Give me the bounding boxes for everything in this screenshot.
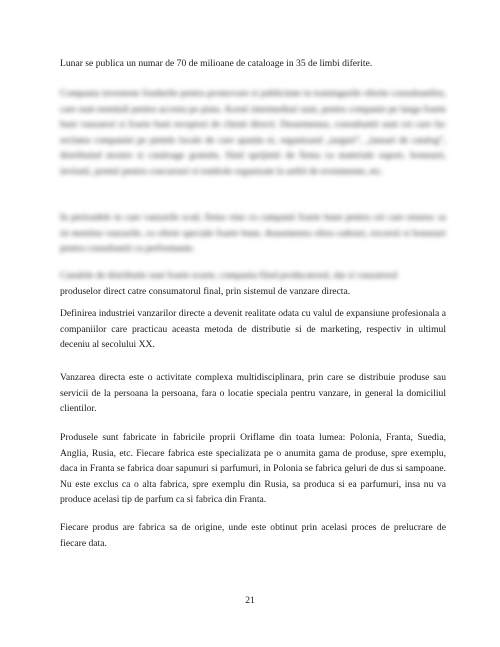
paragraph-origin: Fiecare produs are fabrica sa de origine, unde este obtinut prin acelasi proces de prelucrare de fiecare data. — [60, 522, 446, 549]
paragraph-distribution-tail: produselor direct catre consumatorul final, prin sistemul de vanzare directa. — [60, 286, 351, 297]
blurred-paragraph-promotion: Compania investeste fondurile pentru promovare si publicitate in trainingurile oferite consultantilor, care sunt esentiali pentru accesta pe piata. Acesti intermediari sunt, pentru companie pe langa foarte buni vanzatori si foarte buni receptori de clienti directi. Deasemenea, consultantii sunt cei care fac reclama companiei pe pietele locale de care aparțin ei, organizand „targuri”, „lansari de catalog”, distribuind mostre si cataloage gratuite, fiind sprijiniti de firma cu materiale suport, bonusuri, invitatii, premii pentru concursuri si tombole organizate la astfel de evenimente, etc. — [60, 88, 446, 177]
paragraph-factories: Produsele sunt fabricate in fabricile proprii Oriflame din toata lumea: Polonia, Franta, Suedia, Anglia, Rusia, etc. Fiecare fabrica este specializata pe o anumita gama de produse, spre exemplu, daca in Franta se fabrica doar sapunuri si parfumuri, in Polonia se fabrica geluri de dus si sampoane. Nu este exclus ca o alta fabrica, spre exemplu din Rusia, sa produca si ea parfumuri, insa nu va produce acelasi tip de parfum ca si fabrica din Franta. — [60, 432, 446, 506]
paragraph-direct-selling: Vanzarea directa este o activitate complexa multidisciplinara, prin care se distribuie produse sau servicii de la persoana la persoana, fara o locatie speciala pentru vanzare, in general la domiciliul clientilor. — [60, 372, 446, 415]
paragraph-catalogs: Lunar se publica un numar de 70 de milioane de cataloage in 35 de limbi diferite. — [60, 58, 373, 69]
blurred-line-distribution: Canalele de distributie sunt foarte scurte, compania fiind producatorul, dar si vanzatorul — [60, 270, 398, 281]
page-number: 21 — [245, 595, 255, 606]
paragraph-industry-definition: Definirea industriei vanzarilor directe a devenit realitate odata cu valul de expansiune profesionala a companiilor care practicau aceasta metoda de distributie si de marketing, respectiv in ultimul deceniu al secolului XX. — [60, 308, 446, 351]
blurred-paragraph-campaigns: In perioadele in care vanzarile scad, firma vine cu campanii foarte bune pentru cei care reusesc sa isi mentina vanzarile, cu oferte speciale foarte bune, deasemenea ofera cadouri, excursii si bonusuri pentru consultantii cu performante. — [60, 212, 446, 255]
